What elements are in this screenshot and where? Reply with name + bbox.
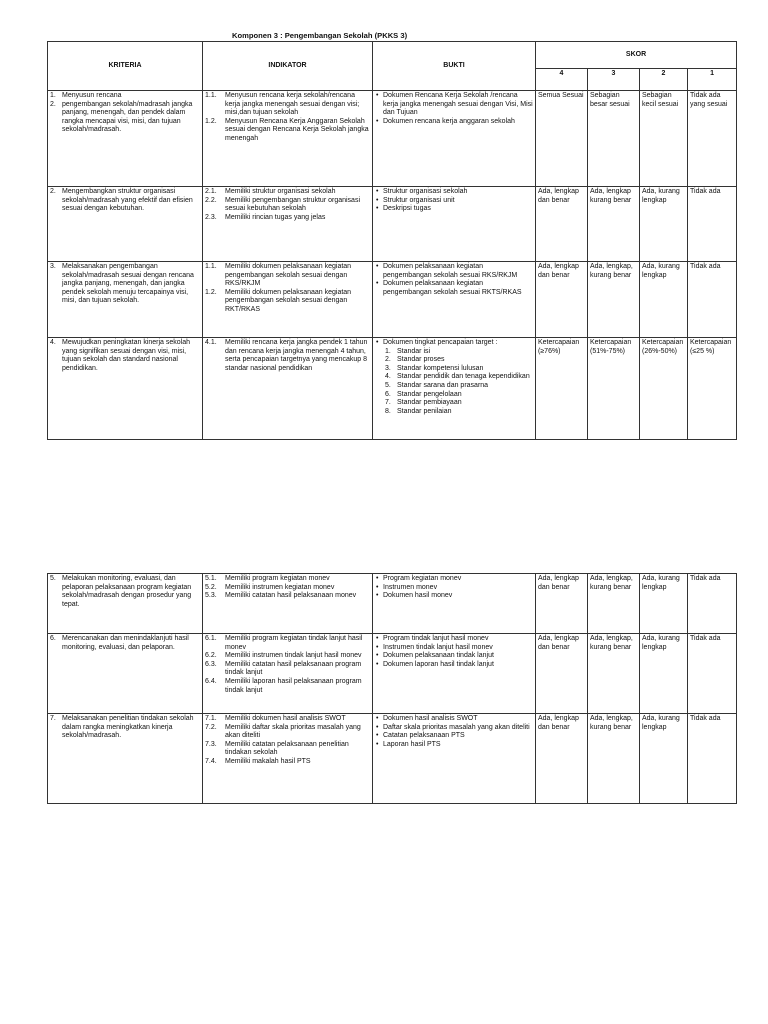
indikator-cell — [203, 634, 373, 714]
item-number: 1. — [50, 92, 56, 99]
indikator-item — [205, 214, 370, 223]
item-text: Memiliki catatan pelaksanaan penelitian tindakan sekolah — [225, 740, 349, 757]
item-number: 6. — [50, 635, 56, 642]
bukti-cell — [373, 338, 536, 440]
table-row — [48, 91, 737, 187]
table-row — [48, 634, 737, 714]
item-text: Memiliki catatan hasil pelaksanaan monev — [225, 592, 357, 600]
item-number: 6.4. — [205, 677, 217, 685]
item-text: Memiliki rincian tugas yang jelas — [225, 213, 326, 221]
score-s2-cell: Ada, kurang lengkap — [640, 634, 688, 714]
bukti-cell — [373, 574, 536, 634]
score-s4-cell: Ada, lengkap dan benar — [536, 187, 588, 262]
bukti-cell — [373, 714, 536, 804]
bukti-item: • Laporan hasil PTS — [375, 741, 533, 750]
indikator-item — [205, 635, 370, 652]
item-text: Standar sarana dan prasarna — [397, 381, 489, 389]
item-number: 1. — [385, 347, 391, 355]
item-text: Memiliki program kegiatan tindak lanjut hasil monev — [225, 635, 363, 651]
item-number: 2. — [50, 100, 56, 108]
score-s3-cell: Ada, lengkap, kurang benar — [588, 714, 640, 804]
bukti-item: • Catatan pelaksanaan PTS — [375, 732, 533, 741]
item-number: 2. — [385, 356, 391, 364]
item-number: 1.1. — [205, 92, 217, 99]
item-number: 3. — [50, 263, 56, 270]
score-s4-cell: Semua Sesuai — [536, 91, 588, 187]
indikator-item — [205, 263, 370, 289]
item-text: Memiliki instrumen tindak lanjut hasil monev — [225, 652, 362, 660]
kriteria-cell — [48, 338, 203, 440]
score-s4-cell: Ada, lengkap dan benar — [536, 574, 588, 634]
kriteria-cell — [48, 714, 203, 804]
bukti-item: • Dokumen tingkat pencapaian target : — [375, 339, 533, 348]
header-skor-1: 1 — [688, 69, 737, 91]
score-s4-cell: Ketercapaian (≥76%) — [536, 338, 588, 440]
bukti-subitem — [383, 391, 533, 400]
item-number: 8. — [385, 407, 391, 415]
kriteria-item — [50, 339, 200, 373]
indikator-cell — [203, 338, 373, 440]
item-number: 6. — [385, 390, 391, 398]
bukti-item: • Daftar skala prioritas masalah yang akan diteliti — [375, 724, 533, 733]
indikator-item — [205, 339, 370, 373]
kriteria-item — [50, 263, 200, 306]
bukti-item: • Instrumen monev — [375, 584, 533, 593]
indikator-cell — [203, 262, 373, 338]
bukti-cell — [373, 262, 536, 338]
kriteria-cell — [48, 91, 203, 187]
score-s1-cell: Tidak ada — [688, 714, 737, 804]
item-text: Melakukan monitoring, evaluasi, dan pelaporan pelaksanaan program kegiatan sekolah/madrasah dengan prosedur yang tepat. — [62, 575, 192, 608]
item-number: 2. — [50, 188, 56, 195]
score-s2-cell: Ada, kurang lengkap — [640, 574, 688, 634]
indikator-cell — [203, 574, 373, 634]
table-row — [48, 574, 737, 634]
score-s3-cell: Ada, lengkap, kurang benar — [588, 574, 640, 634]
bukti-item: • Dokumen hasil analisis SWOT — [375, 715, 533, 724]
item-text: Standar penilaian — [397, 407, 452, 415]
item-number: 5. — [385, 381, 391, 389]
item-number: 6.3. — [205, 660, 217, 668]
table-row — [48, 262, 737, 338]
item-text: Standar proses — [397, 356, 445, 364]
score-s1-cell: Tidak ada — [688, 262, 737, 338]
score-s2-cell: Sebagian kecil sesuai — [640, 91, 688, 187]
bukti-item: • Program kegiatan monev — [375, 575, 533, 584]
score-s3-cell: Ada, lengkap kurang benar — [588, 187, 640, 262]
item-number: 1.2. — [205, 288, 217, 296]
item-number: 2.1. — [205, 188, 217, 195]
bukti-subitem — [383, 399, 533, 408]
score-s3-cell: Ada, lengkap, kurang benar — [588, 262, 640, 338]
item-number: 5.3. — [205, 592, 217, 600]
item-number: 5.1. — [205, 575, 217, 582]
bukti-item: • Instrumen tindak lanjut hasil monev — [375, 644, 533, 653]
score-s2-cell: Ketercapaian (26%-50%) — [640, 338, 688, 440]
table-body — [48, 91, 737, 440]
item-number: 7. — [385, 399, 391, 407]
indikator-item — [205, 715, 370, 724]
indikator-item — [205, 118, 370, 144]
bukti-subitem — [383, 408, 533, 417]
item-text: Memiliki daftar skala prioritas masalah yang akan diteliti — [225, 723, 361, 740]
indikator-item — [205, 758, 370, 767]
kriteria-item — [50, 101, 200, 135]
item-text: Mengembangkan struktur organisasi sekolah/madrasah yang efektif dan efisien sesuai dengan kebutuhan. — [62, 188, 193, 213]
table-row — [48, 187, 737, 262]
item-number: 7.3. — [205, 740, 217, 748]
item-text: Mewujudkan peningkatan kinerja sekolah yang signifikan sesuai dengan visi, misi, tujuan sekolah dan standard nasional pendidikan. — [62, 339, 191, 372]
kriteria-cell — [48, 187, 203, 262]
item-text: Standar isi — [397, 347, 431, 355]
bukti-item: • Dokumen pelaksanaan kegiatan pengembangan sekolah sesuai RKTS/RKAS — [375, 280, 533, 297]
indikator-item — [205, 592, 370, 601]
bukti-item: • Struktur organisasi unit — [375, 197, 533, 206]
bukti-subitem — [383, 356, 533, 365]
bukti-item: • Deskripsi tugas — [375, 205, 533, 214]
header-skor-3: 3 — [588, 69, 640, 91]
document-title: Komponen 3 : Pengembangan Sekolah (PKKS 3) — [232, 31, 408, 40]
item-text: Merencanakan dan menindaklanjuti hasil monitoring, evaluasi, dan pelaporan. — [62, 635, 189, 651]
score-s2-cell: Ada, kurang lengkap — [640, 262, 688, 338]
table-body — [48, 574, 737, 804]
bukti-item: • Struktur organisasi sekolah — [375, 188, 533, 197]
kriteria-item — [50, 188, 200, 214]
indikator-item — [205, 678, 370, 695]
item-number: 1.2. — [205, 117, 217, 125]
item-number: 6.2. — [205, 652, 217, 660]
item-text: Memiliki dokumen pelaksanaan kegiatan pengembangan sekolah sesuai dengan RKS/RKJM — [225, 263, 352, 288]
indikator-item — [205, 661, 370, 678]
header-kriteria: KRITERIA — [48, 42, 203, 91]
item-text: Menyusun rencana kerja sekolah/rencana kerja jangka menengah sesuai dengan visi; misi,dan tujuan sekolah — [225, 92, 360, 117]
score-s3-cell: Ketercapaian (51%-75%) — [588, 338, 640, 440]
kriteria-cell — [48, 574, 203, 634]
score-s4-cell: Ada, lengkap dan benar — [536, 714, 588, 804]
score-s3-cell: Ada, lengkap, kurang benar — [588, 634, 640, 714]
bukti-cell — [373, 91, 536, 187]
item-text: Memiliki rencana kerja jangka pendek 1 tahun dan rencana kerja jangka menengah 4 tahun, serta pencapaian targetnya yang mencakup 8 standar nasional pendidikan — [225, 339, 368, 372]
criteria-table-page-2 — [47, 573, 737, 804]
item-text: Memiliki program kegiatan monev — [225, 575, 330, 582]
score-s1-cell: Tidak ada yang sesuai — [688, 91, 737, 187]
score-s2-cell: Ada, kurang lengkap — [640, 714, 688, 804]
bukti-subitem — [383, 348, 533, 357]
item-number: 4. — [385, 373, 391, 381]
item-text: Memiliki laporan hasil pelaksanaan program tindak lanjut — [225, 677, 362, 694]
bukti-item: • Dokumen pelaksanaan tindak lanjut — [375, 652, 533, 661]
item-text: Standar pengelolaan — [397, 390, 462, 398]
header-skor: SKOR — [536, 42, 737, 69]
item-text: Memiliki pengembangan struktur organisasi sesuai kebutuhan sekolah — [225, 196, 361, 213]
indikator-item — [205, 197, 370, 214]
item-number: 6.1. — [205, 635, 217, 642]
kriteria-item — [50, 635, 200, 652]
kriteria-item — [50, 92, 200, 101]
bukti-item: • Dokumen pelaksanaan kegiatan pengembangan sekolah sesuai RKS/RKJM — [375, 263, 533, 280]
item-text: Menyusun rencana — [62, 92, 122, 99]
bukti-item: • Dokumen laporan hasil tindak lanjut — [375, 661, 533, 670]
bukti-item: • Dokumen Rencana Kerja Sekolah /rencana kerja jangka menengah sesuai dengan Visi, Misi dan Tujuan — [375, 92, 533, 118]
header-skor-2: 2 — [640, 69, 688, 91]
item-text: Memiliki catatan hasil pelaksanaan program tindak lanjut — [225, 660, 362, 677]
bukti-subitem — [383, 365, 533, 374]
indikator-cell — [203, 187, 373, 262]
item-text: Memiliki dokumen pelaksanaan kegiatan pengembangan sekolah sesuai dengan RKT/RKAS — [225, 288, 352, 313]
item-number: 7.4. — [205, 757, 217, 765]
indikator-item — [205, 724, 370, 741]
bukti-subitem — [383, 373, 533, 382]
kriteria-item — [50, 715, 200, 741]
indikator-item — [205, 289, 370, 315]
item-text: Memiliki makalah hasil PTS — [225, 757, 311, 765]
kriteria-item — [50, 575, 200, 609]
bukti-item: • Dokumen rencana kerja anggaran sekolah — [375, 118, 533, 127]
indikator-item — [205, 652, 370, 661]
indikator-cell — [203, 91, 373, 187]
item-number: 7.2. — [205, 723, 217, 731]
item-text: Melaksanakan penelitian tindakan sekolah dalam rangka meningkatkan kinerja sekolah/madrasah. — [62, 715, 194, 740]
indikator-item — [205, 584, 370, 593]
item-number: 7.1. — [205, 715, 217, 722]
item-text: Standar pembiayaan — [397, 399, 462, 407]
item-text: Memiliki dokumen hasil analisis SWOT — [225, 715, 346, 722]
indikator-cell — [203, 714, 373, 804]
score-s1-cell: Ketercapaian (≤25 %) — [688, 338, 737, 440]
item-number: 2.2. — [205, 196, 217, 204]
indikator-item — [205, 188, 370, 197]
table-row — [48, 714, 737, 804]
bukti-item: • Program tindak lanjut hasil monev — [375, 635, 533, 644]
bukti-subitem — [383, 382, 533, 391]
item-number: 5. — [50, 575, 56, 582]
bukti-item: • Dokumen hasil monev — [375, 592, 533, 601]
criteria-table-page-1 — [47, 41, 737, 440]
item-number: 4.1. — [205, 339, 217, 346]
item-text: Melaksanakan pengembangan sekolah/madrasah sesuai dengan rencana jangka panjang, menengah, dan jangka pendek sekolah menuju tercapainya visi, misi, dan tujuan sekolah. — [62, 263, 194, 305]
item-number: 4. — [50, 339, 56, 346]
item-number: 7. — [50, 715, 56, 722]
score-s4-cell: Ada, lengkap dan benar — [536, 634, 588, 714]
item-text: Standar pendidik dan tenaga kependidikan — [397, 373, 530, 381]
item-text: Standar kompetensi lulusan — [397, 364, 484, 372]
item-number: 3. — [385, 364, 391, 372]
score-s3-cell: Sebagian besar sesuai — [588, 91, 640, 187]
indikator-item — [205, 575, 370, 584]
kriteria-cell — [48, 262, 203, 338]
score-s2-cell: Ada, kurang lengkap — [640, 187, 688, 262]
item-number: 1.1. — [205, 263, 217, 270]
item-number: 2.3. — [205, 213, 217, 221]
score-s1-cell: Tidak ada — [688, 187, 737, 262]
header-indikator: INDIKATOR — [203, 42, 373, 91]
item-text: Memiliki instrumen kegiatan monev — [225, 583, 335, 591]
bukti-cell — [373, 634, 536, 714]
table-row — [48, 338, 737, 440]
header-bukti: BUKTI — [373, 42, 536, 91]
item-text: Memiliki struktur organisasi sekolah — [225, 188, 336, 195]
header-skor-4: 4 — [536, 69, 588, 91]
item-number: 5.2. — [205, 583, 217, 591]
score-s1-cell: Tidak ada — [688, 574, 737, 634]
item-text: Menyusun Rencana Kerja Anggaran Sekolah sesuai dengan Rencana Kerja Sekolah jangka menengah — [225, 117, 369, 142]
indikator-item — [205, 92, 370, 118]
indikator-item — [205, 741, 370, 758]
kriteria-cell — [48, 634, 203, 714]
item-text: pengembangan sekolah/madrasah jangka panjang, menengah, dan pendek dalam rangka mencapai visi, misi, dan tujuan sekolah/madrasah. — [62, 100, 193, 134]
score-s1-cell: Tidak ada — [688, 634, 737, 714]
score-s4-cell: Ada, lengkap dan benar — [536, 262, 588, 338]
bukti-cell — [373, 187, 536, 262]
